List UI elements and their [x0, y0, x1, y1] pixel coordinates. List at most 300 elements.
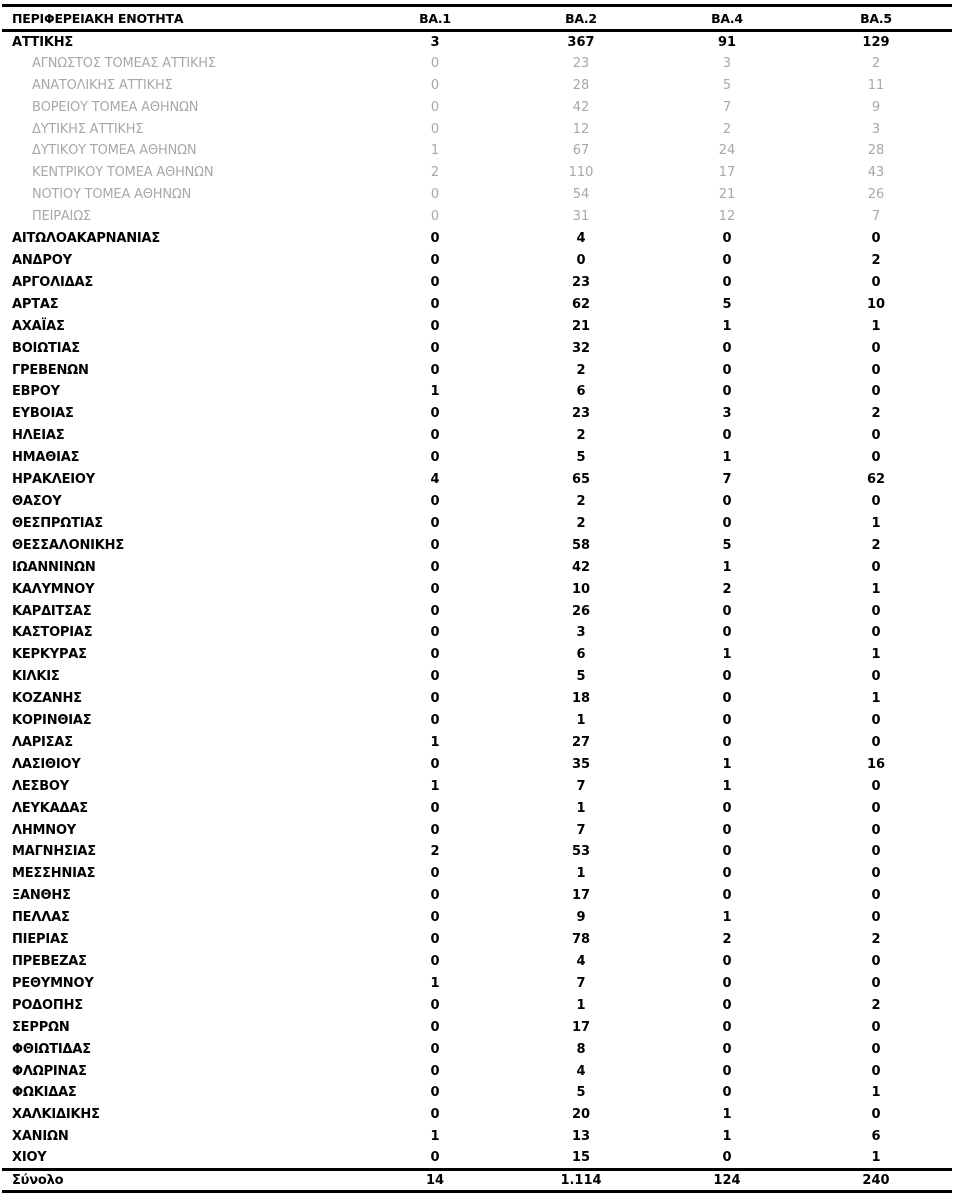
- row-value-ba1: 0: [430, 603, 440, 619]
- row-value-ba4: 5: [722, 77, 732, 93]
- row-value-ba4: 2: [722, 932, 732, 948]
- row-value-ba4: 0: [722, 625, 732, 641]
- table-row: [2, 688, 952, 710]
- table-row: [2, 1126, 952, 1148]
- row-value-ba4: 0: [722, 691, 732, 707]
- total-row: [2, 1170, 952, 1192]
- row-value-ba2: 12: [572, 121, 590, 137]
- row-value-ba5: 62: [866, 472, 886, 488]
- row-value-ba2: 26: [571, 603, 591, 619]
- row-region-name: ΞΑΝΘΗΣ: [12, 888, 71, 904]
- row-value-ba1: 0: [430, 756, 440, 772]
- table-row: [2, 841, 952, 863]
- row-value-ba1: 0: [430, 209, 440, 225]
- table-row: [2, 732, 952, 754]
- row-value-ba2: 62: [571, 296, 591, 312]
- row-region-name: ΕΥΒΟΙΑΣ: [12, 406, 74, 422]
- row-value-ba4: 5: [722, 296, 732, 312]
- row-value-ba2: 78: [571, 932, 591, 948]
- table-row: [2, 556, 952, 578]
- table-row: [2, 512, 952, 534]
- row-value-ba1: 0: [430, 362, 440, 378]
- table-row: [2, 644, 952, 666]
- header-ba4: ΒΑ.4: [654, 6, 800, 31]
- row-region-name: ΑΧΑΪΑΣ: [12, 318, 65, 334]
- table-row: [2, 228, 952, 250]
- table-row: [2, 1082, 952, 1104]
- row-value-ba5: 0: [871, 822, 881, 838]
- row-region-name: ΘΑΣΟΥ: [12, 493, 62, 509]
- row-value-ba5: 1: [871, 691, 881, 707]
- table-row: [2, 469, 952, 491]
- row-value-ba5: 2: [871, 997, 881, 1013]
- row-value-ba5: 0: [871, 603, 881, 619]
- row-value-ba2: 28: [572, 77, 590, 93]
- row-region-name: ΗΡΑΚΛΕΙΟΥ: [12, 472, 95, 488]
- row-value-ba2: 15: [571, 1150, 591, 1166]
- row-value-ba1: 0: [430, 318, 440, 334]
- row-value-ba1: 0: [430, 121, 440, 137]
- row-value-ba5: 0: [871, 274, 881, 290]
- row-region-name: ΑΝΔΡΟΥ: [12, 253, 72, 269]
- row-value-ba5: 6: [871, 1129, 881, 1145]
- row-value-ba1: 0: [430, 1150, 440, 1166]
- row-value-ba2: 5: [576, 1085, 586, 1101]
- row-value-ba1: 0: [430, 428, 440, 444]
- row-value-ba4: 2: [722, 581, 732, 597]
- row-value-ba1: 0: [430, 1019, 440, 1035]
- row-value-ba4: 24: [718, 143, 736, 159]
- table-row: [2, 994, 952, 1016]
- table-row: [2, 907, 952, 929]
- row-value-ba2: 1: [576, 800, 586, 816]
- row-value-ba2: 1: [576, 866, 586, 882]
- row-value-ba5: 129: [862, 34, 890, 50]
- row-value-ba1: 0: [430, 997, 440, 1013]
- row-value-ba1: 0: [430, 1107, 440, 1123]
- row-value-ba2: 13: [571, 1129, 591, 1145]
- row-value-ba1: 0: [430, 625, 440, 641]
- row-value-ba5: 2: [871, 406, 881, 422]
- row-value-ba1: 0: [430, 99, 440, 115]
- table-row: [2, 753, 952, 775]
- row-value-ba5: 1: [871, 1150, 881, 1166]
- table-row: [2, 578, 952, 600]
- row-value-ba1: 0: [430, 55, 440, 71]
- row-region-name: ΠΡΕΒΕΖΑΣ: [12, 954, 87, 970]
- table-row: [2, 1148, 952, 1170]
- table-subrow: [2, 118, 952, 140]
- row-value-ba2: 8: [576, 1041, 586, 1057]
- row-value-ba1: 1: [430, 1129, 440, 1145]
- row-value-ba5: 1: [871, 647, 881, 663]
- row-value-ba4: 0: [722, 1041, 732, 1057]
- table-row: [2, 359, 952, 381]
- row-value-ba4: 0: [722, 669, 732, 685]
- table-row: [2, 819, 952, 841]
- row-region-name: ΛΕΣΒΟΥ: [12, 778, 69, 794]
- table-row: [2, 666, 952, 688]
- row-region-name: ΛΗΜΝΟΥ: [12, 822, 77, 838]
- row-value-ba2: 6: [576, 384, 586, 400]
- row-region-name: ΘΕΣΠΡΩΤΙΑΣ: [12, 515, 103, 531]
- row-value-ba1: 0: [430, 888, 440, 904]
- row-region-name: ΑΙΤΩΛΟΑΚΑΡΝΑΝΙΑΣ: [12, 231, 161, 247]
- row-region-name: ΙΩΑΝΝΙΝΩΝ: [12, 559, 96, 575]
- row-value-ba2: 2: [576, 515, 586, 531]
- row-region-name: ΝΟΤΙΟΥ ΤΟΜΕΑ ΑΘΗΝΩΝ: [32, 187, 192, 203]
- row-value-ba2: 3: [576, 625, 586, 641]
- row-value-ba1: 0: [430, 669, 440, 685]
- row-value-ba5: 0: [871, 428, 881, 444]
- row-value-ba1: 0: [430, 406, 440, 422]
- row-value-ba4: 0: [722, 888, 732, 904]
- row-value-ba4: 12: [718, 209, 736, 225]
- row-value-ba1: 0: [430, 296, 440, 312]
- row-value-ba2: 21: [571, 318, 591, 334]
- row-value-ba2: 53: [571, 844, 591, 860]
- table-subrow: [2, 74, 952, 96]
- row-value-ba2: 0: [576, 253, 586, 269]
- row-value-ba1: 0: [430, 1041, 440, 1057]
- row-value-ba2: 42: [571, 559, 591, 575]
- row-value-ba2: 2: [576, 493, 586, 509]
- table-row: [2, 447, 952, 469]
- row-value-ba2: 9: [576, 910, 586, 926]
- row-region-name: ΒΟΙΩΤΙΑΣ: [12, 340, 80, 356]
- row-value-ba4: 1: [722, 647, 732, 663]
- table-subrow: [2, 206, 952, 228]
- table-row: [2, 271, 952, 293]
- row-value-ba2: 6: [576, 647, 586, 663]
- row-region-name: ΠΕΛΛΑΣ: [12, 910, 70, 926]
- row-value-ba2: 18: [571, 691, 591, 707]
- row-value-ba4: 17: [718, 165, 736, 181]
- row-value-ba5: 26: [867, 187, 885, 203]
- table-row: [2, 775, 952, 797]
- row-region-name: ΑΝΑΤΟΛΙΚΗΣ ΑΤΤΙΚΗΣ: [32, 77, 173, 93]
- table-subrow: [2, 52, 952, 74]
- row-value-ba4: 0: [722, 253, 732, 269]
- row-value-ba1: 4: [430, 472, 440, 488]
- row-value-ba1: 0: [430, 231, 440, 247]
- row-value-ba2: 4: [576, 231, 586, 247]
- table-subrow: [2, 140, 952, 162]
- row-value-ba4: 1: [722, 559, 732, 575]
- table-row: [2, 951, 952, 973]
- table-row: [2, 1060, 952, 1082]
- row-value-ba2: 4: [576, 954, 586, 970]
- row-region-name: ΦΛΩΡΙΝΑΣ: [12, 1063, 87, 1079]
- row-value-ba1: 0: [430, 1085, 440, 1101]
- row-value-ba4: 1: [722, 1107, 732, 1123]
- row-value-ba5: 0: [871, 340, 881, 356]
- row-value-ba4: 1: [722, 756, 732, 772]
- row-value-ba5: 16: [866, 756, 886, 772]
- regional-data-table: [2, 4, 952, 1193]
- row-value-ba5: 2: [871, 253, 881, 269]
- row-value-ba5: 9: [871, 99, 881, 115]
- row-value-ba1: 0: [430, 340, 440, 356]
- table-row: [2, 250, 952, 272]
- row-value-ba4: 1: [722, 778, 732, 794]
- row-value-ba4: 0: [722, 800, 732, 816]
- row-value-ba2: 67: [572, 143, 590, 159]
- row-value-ba1: 1: [430, 143, 440, 159]
- row-region-name: ΜΕΣΣΗΝΙΑΣ: [12, 866, 96, 882]
- row-value-ba4: 0: [722, 997, 732, 1013]
- row-region-name: ΑΤΤΙΚΗΣ: [12, 34, 74, 50]
- row-region-name: ΑΡΤΑΣ: [12, 296, 59, 312]
- header-ba5: ΒΑ.5: [800, 6, 952, 31]
- row-value-ba2: 23: [572, 55, 590, 71]
- row-value-ba5: 10: [866, 296, 886, 312]
- row-value-ba1: 1: [430, 384, 440, 400]
- row-region-name: ΠΕΙΡΑΙΩΣ: [32, 209, 91, 225]
- row-region-name: ΧΑΝΙΩΝ: [12, 1129, 69, 1145]
- row-value-ba5: 0: [871, 1107, 881, 1123]
- row-value-ba5: 2: [871, 55, 881, 71]
- row-value-ba5: 0: [871, 800, 881, 816]
- row-value-ba4: 0: [722, 340, 732, 356]
- row-value-ba4: 0: [722, 822, 732, 838]
- row-value-ba5: 0: [871, 384, 881, 400]
- row-value-ba4: 1: [722, 450, 732, 466]
- row-value-ba4: 21: [718, 187, 736, 203]
- row-value-ba2: 10: [571, 581, 591, 597]
- row-value-ba2: 23: [571, 406, 591, 422]
- row-value-ba1: 1: [430, 734, 440, 750]
- header-ba2: ΒΑ.2: [508, 6, 654, 31]
- row-value-ba2: 1: [576, 713, 586, 729]
- row-value-ba1: 1: [430, 975, 440, 991]
- row-region-name: ΚΑΣΤΟΡΙΑΣ: [12, 625, 93, 641]
- total-ba1: 14: [362, 1170, 508, 1192]
- row-value-ba4: 7: [722, 99, 732, 115]
- row-region-name: ΜΑΓΝΗΣΙΑΣ: [12, 844, 96, 860]
- row-value-ba1: 0: [430, 581, 440, 597]
- row-value-ba5: 0: [871, 910, 881, 926]
- row-value-ba4: 1: [722, 318, 732, 334]
- row-region-name: ΚΑΡΔΙΤΣΑΣ: [12, 603, 92, 619]
- row-value-ba4: 0: [722, 713, 732, 729]
- table-row: [2, 425, 952, 447]
- row-value-ba1: 0: [430, 450, 440, 466]
- row-region-name: ΗΜΑΘΙΑΣ: [12, 450, 80, 466]
- row-value-ba4: 3: [722, 406, 732, 422]
- row-value-ba5: 0: [871, 669, 881, 685]
- row-value-ba5: 2: [871, 932, 881, 948]
- table-row: [2, 863, 952, 885]
- row-value-ba4: 5: [722, 537, 732, 553]
- row-region-name: ΑΡΓΟΛΙΔΑΣ: [12, 274, 94, 290]
- row-value-ba2: 23: [571, 274, 591, 290]
- table-row: [2, 293, 952, 315]
- row-value-ba5: 28: [867, 143, 885, 159]
- row-value-ba4: 0: [722, 844, 732, 860]
- row-region-name: ΓΡΕΒΕΝΩΝ: [12, 362, 89, 378]
- row-value-ba1: 0: [430, 537, 440, 553]
- row-value-ba4: 91: [717, 34, 737, 50]
- row-value-ba2: 54: [572, 187, 590, 203]
- row-value-ba1: 0: [430, 800, 440, 816]
- row-value-ba4: 7: [722, 472, 732, 488]
- row-value-ba4: 3: [722, 55, 732, 71]
- row-value-ba2: 4: [576, 1063, 586, 1079]
- row-value-ba2: 5: [576, 669, 586, 685]
- row-value-ba2: 2: [576, 362, 586, 378]
- row-value-ba1: 0: [430, 253, 440, 269]
- row-value-ba5: 0: [871, 954, 881, 970]
- row-value-ba5: 0: [871, 559, 881, 575]
- row-value-ba2: 42: [572, 99, 590, 115]
- row-region-name: ΘΕΣΣΑΛΟΝΙΚΗΣ: [12, 537, 125, 553]
- total-ba4: 124: [654, 1170, 800, 1192]
- row-value-ba2: 7: [576, 822, 586, 838]
- row-region-name: ΒΟΡΕΙΟΥ ΤΟΜΕΑ ΑΘΗΝΩΝ: [32, 99, 199, 115]
- row-value-ba1: 0: [430, 866, 440, 882]
- row-value-ba5: 1: [871, 1085, 881, 1101]
- row-region-name: ΡΕΘΥΜΝΟΥ: [12, 975, 94, 991]
- row-value-ba1: 1: [430, 778, 440, 794]
- row-value-ba1: 0: [430, 274, 440, 290]
- row-region-name: ΔΥΤΙΚΟΥ ΤΟΜΕΑ ΑΘΗΝΩΝ: [32, 143, 197, 159]
- row-value-ba5: 0: [871, 778, 881, 794]
- row-value-ba4: 0: [722, 515, 732, 531]
- row-value-ba5: 0: [871, 493, 881, 509]
- row-value-ba1: 0: [430, 187, 440, 203]
- row-value-ba5: 1: [871, 581, 881, 597]
- table-row: [2, 710, 952, 732]
- row-value-ba5: 0: [871, 450, 881, 466]
- row-region-name: ΚΕΡΚΥΡΑΣ: [12, 647, 87, 663]
- row-value-ba2: 5: [576, 450, 586, 466]
- header-region: ΠΕΡΙΦΕΡΕΙΑΚΗ ΕΝΟΤΗΤΑ: [2, 6, 362, 31]
- row-value-ba1: 0: [430, 691, 440, 707]
- table-row: [2, 534, 952, 556]
- row-value-ba5: 0: [871, 625, 881, 641]
- table-row: [2, 403, 952, 425]
- row-region-name: ΔΥΤΙΚΗΣ ΑΤΤΙΚΗΣ: [32, 121, 144, 137]
- total-ba5: 240: [800, 1170, 952, 1192]
- row-region-name: ΦΘΙΩΤΙΔΑΣ: [12, 1041, 91, 1057]
- row-value-ba4: 0: [722, 1019, 732, 1035]
- row-value-ba4: 0: [722, 384, 732, 400]
- row-value-ba4: 1: [722, 1129, 732, 1145]
- row-value-ba5: 1: [871, 515, 881, 531]
- row-value-ba2: 58: [571, 537, 591, 553]
- row-value-ba1: 0: [430, 1063, 440, 1079]
- row-region-name: ΚΟΖΑΝΗΣ: [12, 691, 82, 707]
- row-region-name: ΑΓΝΩΣΤΟΣ ΤΟΜΕΑΣ ΑΤΤΙΚΗΣ: [32, 55, 216, 71]
- row-value-ba4: 0: [722, 1085, 732, 1101]
- row-value-ba4: 0: [722, 975, 732, 991]
- row-value-ba1: 0: [430, 493, 440, 509]
- table-row: [2, 622, 952, 644]
- table-row: [2, 1104, 952, 1126]
- row-region-name: ΧΑΛΚΙΔΙΚΗΣ: [12, 1107, 100, 1123]
- row-value-ba1: 0: [430, 932, 440, 948]
- row-value-ba2: 2: [576, 428, 586, 444]
- row-value-ba2: 7: [576, 778, 586, 794]
- row-value-ba4: 2: [722, 121, 732, 137]
- row-value-ba5: 0: [871, 866, 881, 882]
- row-value-ba2: 20: [571, 1107, 591, 1123]
- row-value-ba2: 32: [571, 340, 591, 356]
- row-region-name: ΡΟΔΟΠΗΣ: [12, 997, 83, 1013]
- row-region-name: ΛΑΣΙΘΙΟΥ: [12, 756, 81, 772]
- row-value-ba4: 0: [722, 734, 732, 750]
- row-value-ba4: 0: [722, 866, 732, 882]
- row-value-ba1: 0: [430, 647, 440, 663]
- row-value-ba4: 0: [722, 954, 732, 970]
- row-value-ba2: 7: [576, 975, 586, 991]
- row-region-name: ΛΑΡΙΣΑΣ: [12, 734, 73, 750]
- row-value-ba2: 17: [571, 1019, 591, 1035]
- row-value-ba5: 1: [871, 318, 881, 334]
- table-subrow: [2, 162, 952, 184]
- row-value-ba4: 1: [722, 910, 732, 926]
- row-value-ba5: 11: [867, 77, 885, 93]
- row-value-ba4: 0: [722, 231, 732, 247]
- table-row: [2, 600, 952, 622]
- row-value-ba1: 0: [430, 515, 440, 531]
- row-value-ba4: 0: [722, 603, 732, 619]
- row-region-name: ΦΩΚΙΔΑΣ: [12, 1085, 77, 1101]
- row-value-ba1: 0: [430, 77, 440, 93]
- table-row: [2, 381, 952, 403]
- row-region-name: ΧΙΟΥ: [12, 1150, 47, 1166]
- row-value-ba5: 0: [871, 362, 881, 378]
- row-region-name: ΛΕΥΚΑΔΑΣ: [12, 800, 88, 816]
- row-value-ba5: 0: [871, 844, 881, 860]
- row-value-ba1: 0: [430, 954, 440, 970]
- row-value-ba5: 3: [871, 121, 881, 137]
- row-value-ba2: 367: [567, 34, 595, 50]
- table-row: [2, 31, 952, 53]
- row-region-name: ΠΙΕΡΙΑΣ: [12, 932, 69, 948]
- row-value-ba2: 27: [571, 734, 591, 750]
- header-ba1: ΒΑ.1: [362, 6, 508, 31]
- row-value-ba4: 0: [722, 1063, 732, 1079]
- table-row: [2, 972, 952, 994]
- row-value-ba5: 0: [871, 975, 881, 991]
- row-value-ba4: 0: [722, 428, 732, 444]
- row-value-ba2: 1: [576, 997, 586, 1013]
- row-region-name: ΕΒΡΟΥ: [12, 384, 60, 400]
- row-value-ba2: 65: [571, 472, 591, 488]
- row-region-name: ΚΑΛΥΜΝΟΥ: [12, 581, 95, 597]
- row-value-ba5: 0: [871, 231, 881, 247]
- row-value-ba5: 0: [871, 1063, 881, 1079]
- row-value-ba4: 0: [722, 362, 732, 378]
- total-label: Σύνολο: [2, 1170, 362, 1192]
- row-value-ba1: 2: [430, 844, 440, 860]
- table-header-row: [2, 6, 952, 31]
- row-region-name: ΚΕΝΤΡΙΚΟΥ ΤΟΜΕΑ ΑΘΗΝΩΝ: [32, 165, 214, 181]
- row-value-ba2: 35: [571, 756, 591, 772]
- row-value-ba2: 17: [571, 888, 591, 904]
- row-value-ba5: 0: [871, 734, 881, 750]
- row-region-name: ΚΙΛΚΙΣ: [12, 669, 60, 685]
- row-value-ba5: 0: [871, 888, 881, 904]
- table-subrow: [2, 96, 952, 118]
- table-row: [2, 797, 952, 819]
- row-value-ba5: 0: [871, 1019, 881, 1035]
- table-subrow: [2, 184, 952, 206]
- row-value-ba1: 0: [430, 822, 440, 838]
- row-region-name: ΣΕΡΡΩΝ: [12, 1019, 70, 1035]
